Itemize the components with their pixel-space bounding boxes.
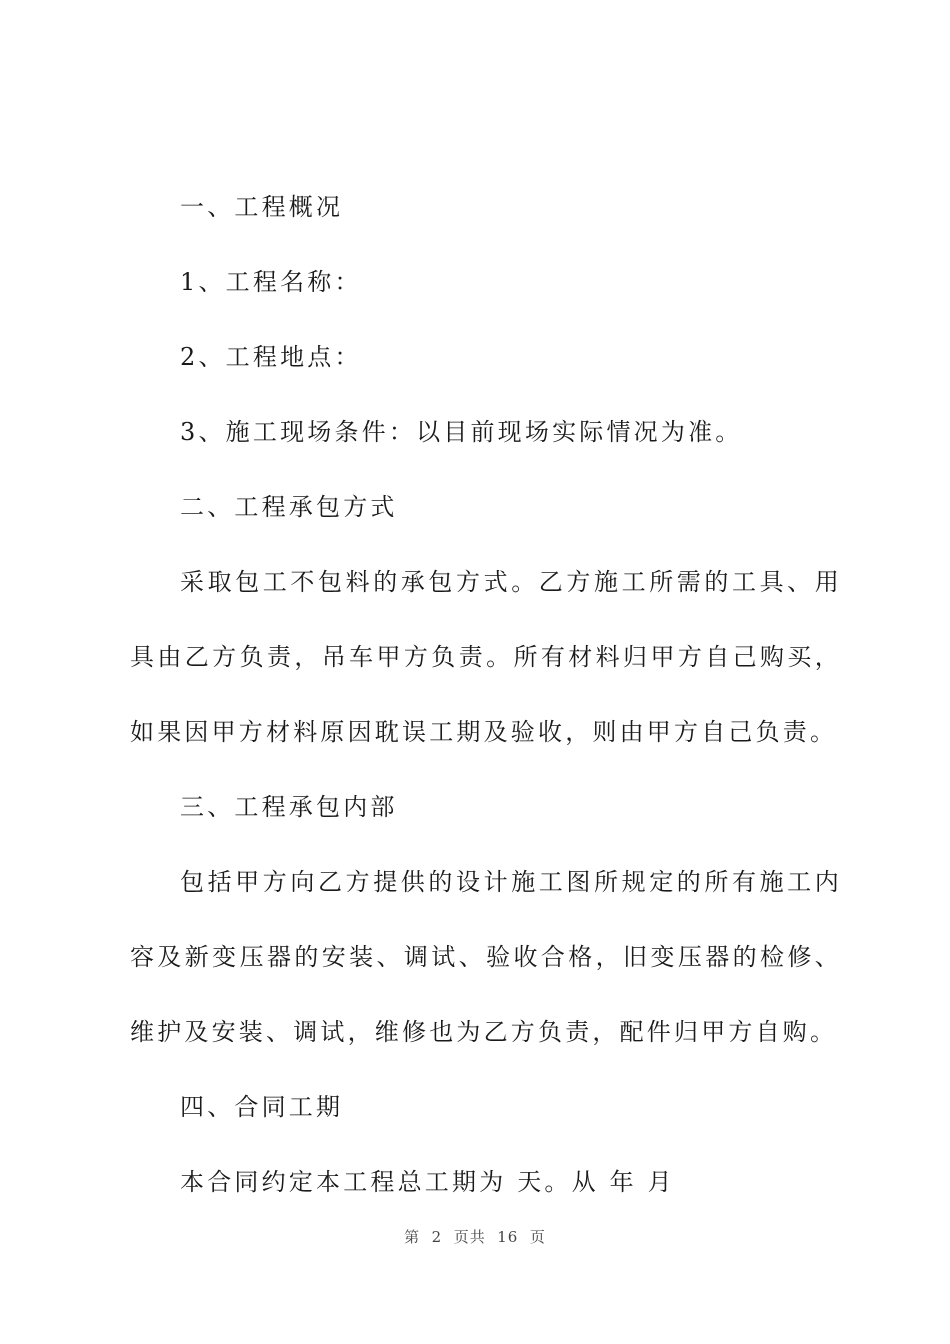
- section-heading-project-overview: 一、工程概况: [180, 193, 344, 221]
- item-project-location: 2、工程地点：: [180, 343, 362, 371]
- page-number-footer: 第 2 页共 16 页: [404, 1228, 546, 1246]
- section-heading-contract-period: 四、合同工期: [180, 1093, 344, 1121]
- paragraph-contracting-method: 采取包工不包料的承包方式。乙方施工所需的工具、用具由乙方负责，吊车甲方负责。所有材料归甲方自己购买，如果因甲方材料原因耽误工期及验收，则由甲方自己负责。: [130, 568, 842, 746]
- paragraph-contract-scope: 包括甲方向乙方提供的设计施工图所规定的所有施工内容及新变压器的安装、调试、验收合格，旧变压器的检修、维护及安装、调试，维修也为乙方负责，配件归甲方自购。: [130, 868, 842, 1046]
- item-site-conditions: 3、施工现场条件：以目前现场实际情况为准。: [180, 418, 743, 446]
- section-heading-contracting-method: 二、工程承包方式: [180, 493, 398, 521]
- document-body: [130, 170, 842, 1220]
- section-heading-contract-scope: 三、工程承包内部: [180, 793, 398, 821]
- item-project-name: 1、工程名称：: [180, 268, 362, 296]
- paragraph-contract-period: 本合同约定本工程总工期为 天。从 年 月: [180, 1168, 675, 1196]
